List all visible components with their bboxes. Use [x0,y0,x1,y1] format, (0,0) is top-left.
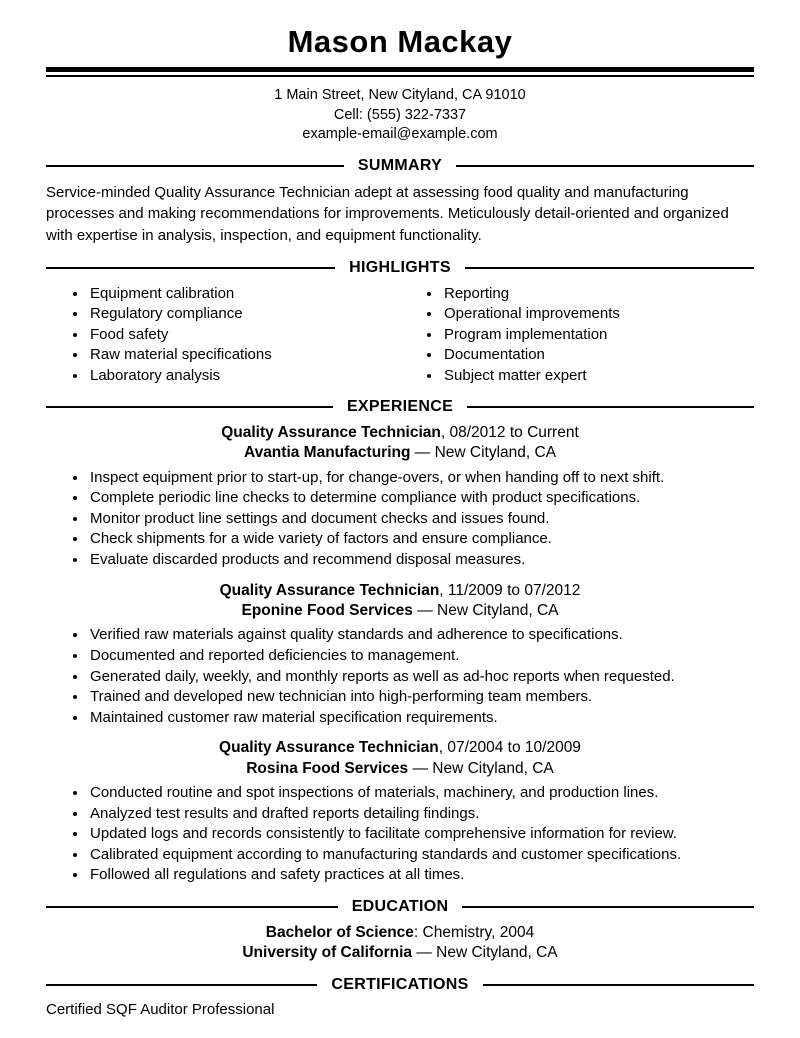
highlight-item: • Laboratory analysis [88,366,400,386]
highlights-heading-label: HIGHLIGHTS [349,258,451,276]
heading-rule-right [483,984,754,986]
job-bullet: • Analyzed test results and drafted reports detailing findings. [88,804,754,825]
highlights-right-column [400,284,754,386]
highlight-item: • Program implementation [442,325,754,345]
job-bullet: • Calibrated equipment according to manufacturing standards and customer specifications. [88,845,754,866]
job-title-line [46,423,754,443]
job-dates: , 11/2009 to 07/2012 [439,581,581,599]
job-bullet: • Maintained customer raw material specification requirements. [88,708,754,729]
job-entry-2 [46,581,754,729]
job-bullet: • Trained and developed new technician into high-performing team members. [88,687,754,708]
highlight-item: • Documentation [442,345,754,365]
header-divider [46,67,754,77]
degree-detail: : Chemistry, 2004 [413,923,535,941]
highlight-item: • Reporting [442,284,754,304]
job-title: Quality Assurance Technician [219,739,439,757]
heading-rule-left [46,984,317,986]
job-separator: — [414,444,431,462]
heading-rule-right [467,406,754,408]
candidate-name: Mason Mackay [287,24,513,59]
job-bullet: • Complete periodic line checks to determine compliance with product specifications. [88,488,754,509]
school-name: University of California [242,944,413,962]
certification-item: Certified SQF Auditor Professional [46,1000,275,1018]
job-bullet: • Generated daily, weekly, and monthly reports as well as ad-hoc reports when requested. [88,667,754,688]
job-bullet-list [46,625,754,728]
heading-rule-left [46,906,338,908]
highlights-left-column [46,284,400,386]
certifications-section-heading [46,976,754,994]
job-title: Quality Assurance Technician [219,581,440,599]
job-separator: — [417,601,433,619]
job-location: New Cityland, CA [434,444,557,462]
job-separator: — [412,759,428,777]
job-dates: , 08/2012 to Current [440,423,579,441]
job-location: New Cityland, CA [432,759,554,777]
job-company: Rosina Food Services [246,759,409,777]
contact-phone: Cell: (555) 322-7337 [333,106,467,123]
degree-name: Bachelor of Science [265,923,414,941]
heading-rule-right [465,267,754,269]
job-location: New Cityland, CA [437,601,559,619]
job-entry-3 [46,738,754,886]
highlights-section-heading [46,259,754,277]
highlights-columns [46,284,754,386]
highlight-item: • Operational improvements [442,304,754,324]
job-bullet: • Verified raw materials against quality standards and adherence to specifications. [88,625,754,646]
summary-heading-label: SUMMARY [357,156,443,174]
highlight-item: • Equipment calibration [88,284,400,304]
job-bullet: • Documented and reported deficiencies to management. [88,646,754,667]
education-degree-line [46,923,754,943]
experience-section-heading [46,398,754,416]
education-heading-label: EDUCATION [351,897,449,915]
heading-rule-right [462,906,754,908]
heading-rule-left [46,267,335,269]
job-bullet-list [46,783,754,886]
job-entry-1 [46,423,754,571]
education-school-line [46,943,754,963]
highlight-item: • Raw material specifications [88,345,400,365]
education-location: New Cityland, CA [436,944,558,962]
job-bullet-list [46,468,754,571]
job-bullet: • Inspect equipment prior to start-up, for change-overs, or when handing off to next shift. [88,468,754,489]
summary-section-heading [46,157,754,175]
education-separator: — [416,944,432,962]
contact-address: 1 Main Street, New Cityland, CA 91010 [274,87,526,103]
job-company: Eponine Food Services [241,601,413,619]
highlight-item: • Subject matter expert [442,366,754,386]
experience-heading-label: EXPERIENCE [346,397,454,415]
contact-block [46,86,754,145]
highlight-item: • Regulatory compliance [88,304,400,324]
job-title: Quality Assurance Technician [221,423,441,441]
education-block [46,923,754,964]
job-title-line [46,581,754,601]
job-dates: , 07/2004 to 10/2009 [438,739,581,757]
job-bullet: • Evaluate discarded products and recommend disposal measures. [88,550,754,571]
summary-text: Service-minded Quality Assurance Technician adept at assessing food quality and manufacturing processes and making recommendations for improvements. Meticulously detail-oriented and organized with expertise in analysis, inspection, and equipment functionality. [46,183,729,245]
job-bullet: • Followed all regulations and safety practices at all times. [88,865,754,886]
job-company-line [46,443,754,463]
job-company-line [46,601,754,621]
job-bullet: • Conducted routine and spot inspections of materials, machinery, and production lines. [88,783,754,804]
job-bullet: • Updated logs and records consistently to facilitate comprehensive information for review. [88,824,754,845]
contact-email: example-email@example.com [302,126,498,143]
job-company: Avantia Manufacturing [243,444,411,462]
education-section-heading [46,898,754,916]
job-bullet: • Check shipments for a wide variety of factors and ensure compliance. [88,529,754,550]
highlight-item: • Food safety [88,325,400,345]
certifications-heading-label: CERTIFICATIONS [331,975,469,993]
job-bullet: • Monitor product line settings and document checks and issues found. [88,509,754,530]
job-title-line [46,738,754,758]
heading-rule-left [46,165,344,167]
heading-rule-left [46,406,333,408]
heading-rule-right [456,165,754,167]
job-company-line [46,759,754,779]
